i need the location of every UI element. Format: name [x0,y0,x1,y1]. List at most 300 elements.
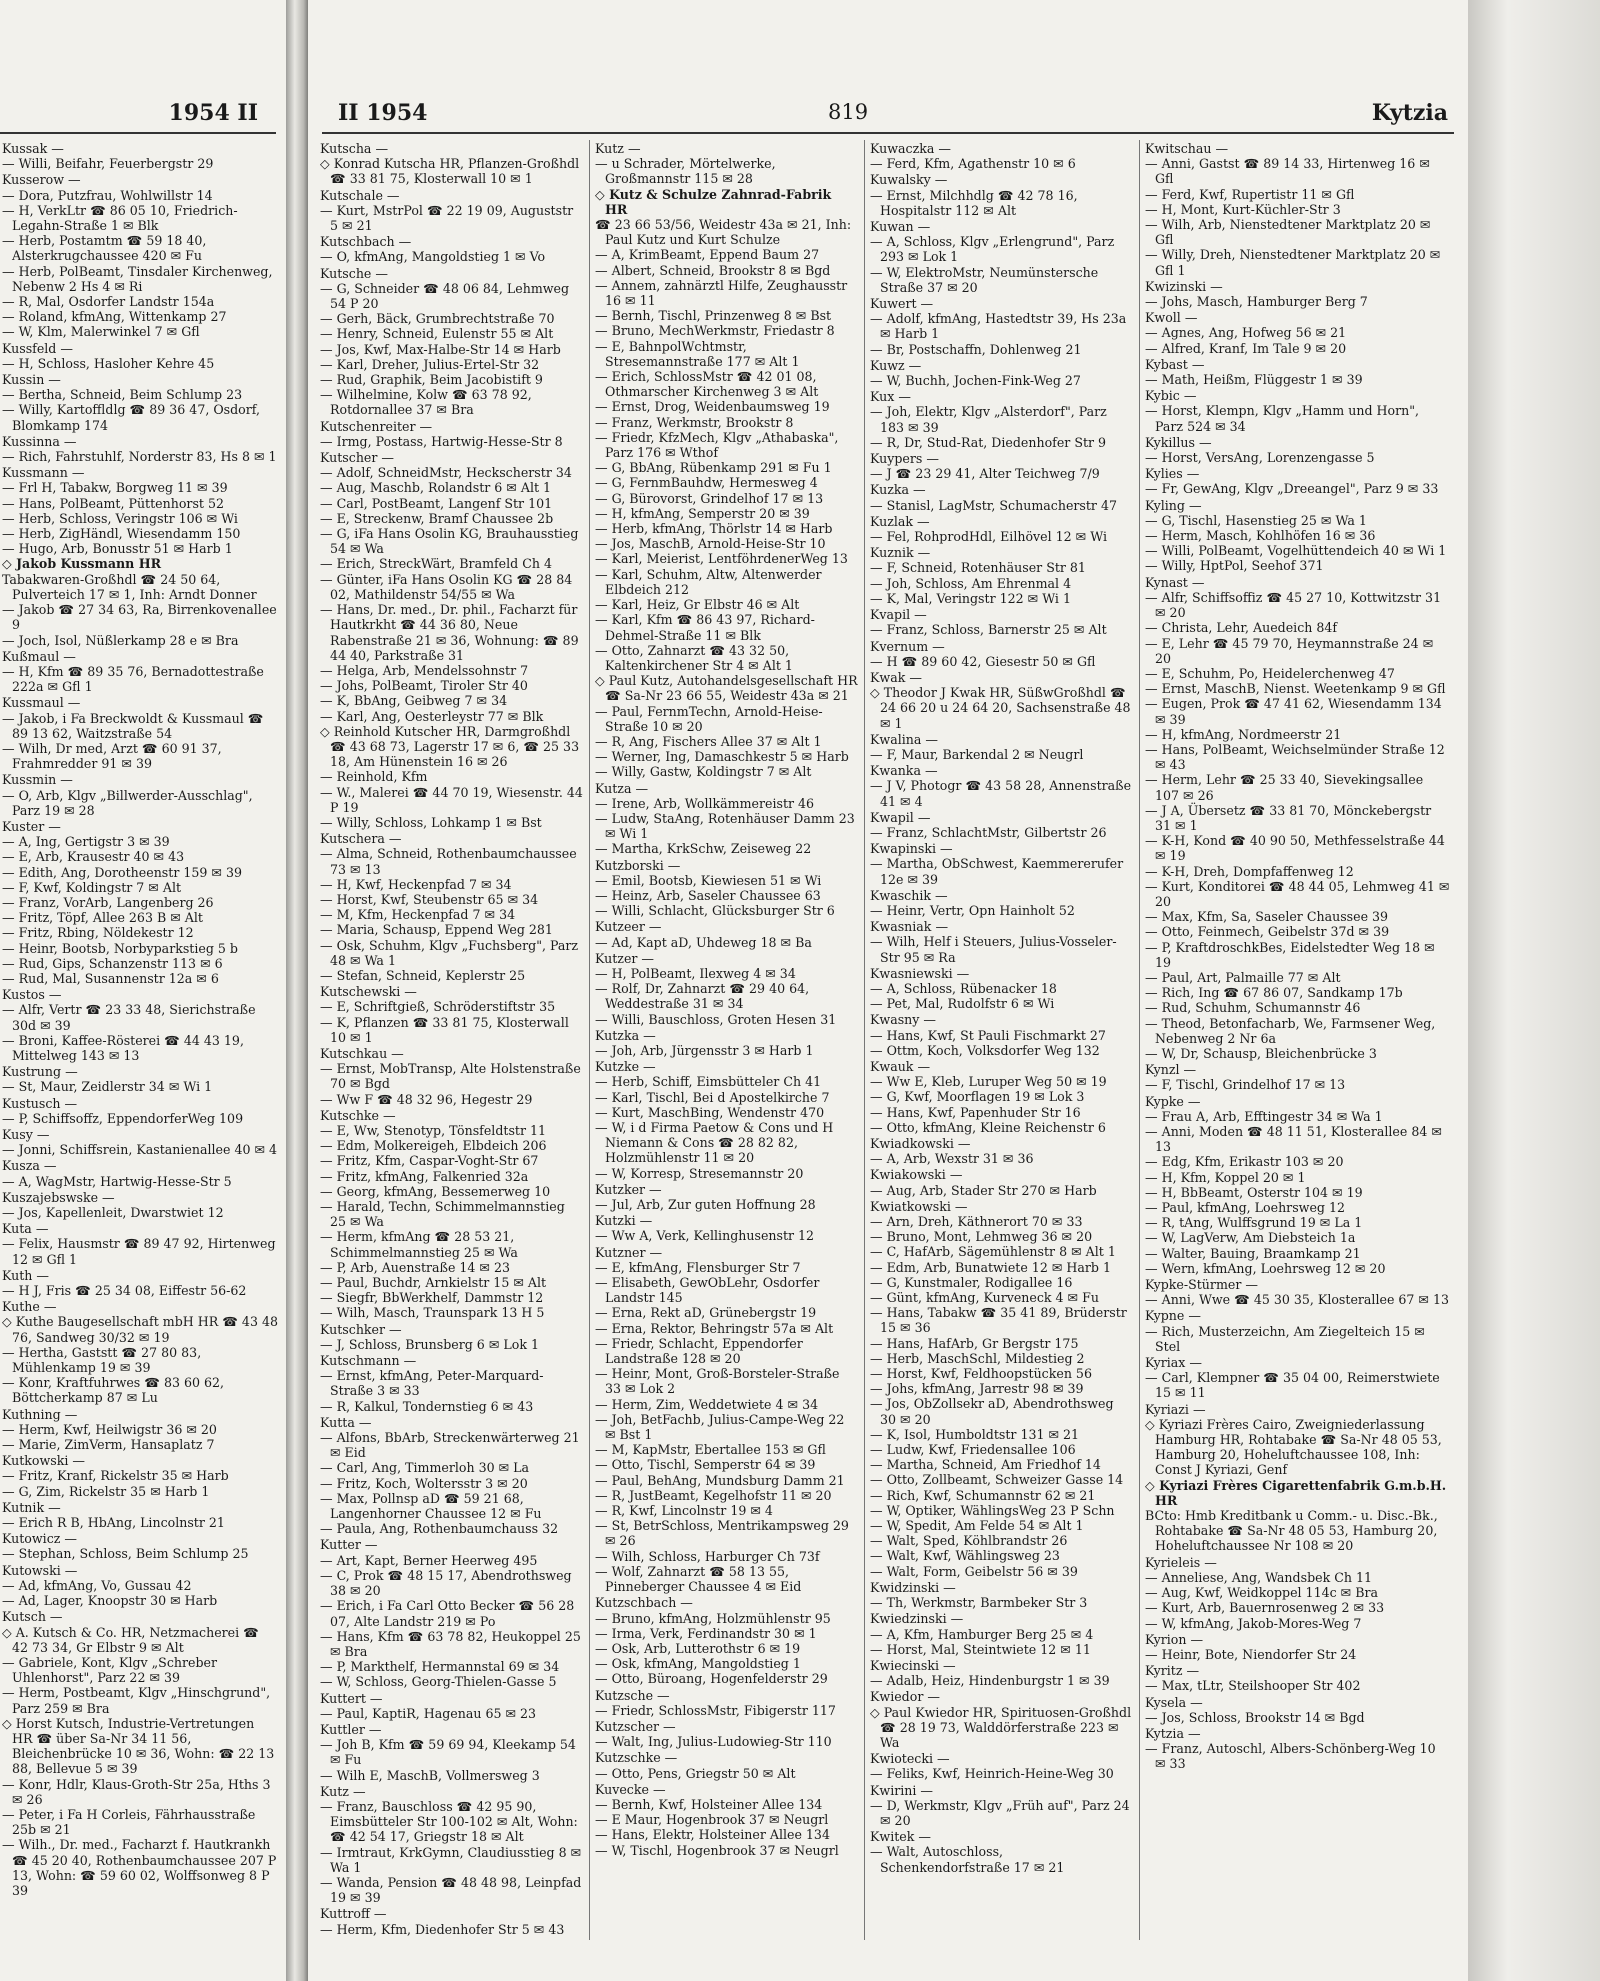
directory-entry: — Hans, PolBeamt, Püttenhorst 52 [2,495,225,511]
directory-entry: — Willi, PolBeamt, Vogelhüttendeich 40 ✉ Wi 1 [1145,543,1447,559]
directory-entry: — Georg, kfmAng, Bessemerweg 10 [320,1183,551,1199]
directory-entry: — Wern, kfmAng, Loehrsweg 12 ✉ 20 [1145,1260,1386,1276]
firm-entry: ◇ Paul Kutz, Autohandelsgesellschaft HR ☎ Sa-Nr 23 66 55, Weidestr 43a ✉ 21 [595,673,858,704]
directory-entry: — Jul, Arb, Zur guten Hoffnung 28 [595,1197,816,1213]
right-running-head-year: II 1954 [338,100,428,126]
surname-heading: Kysela — [1145,1694,1203,1710]
surname-heading: Kußmaul — [2,648,76,664]
directory-entry: — Martha, ObSchwest, Kaemmererufer 12e ✉ 39 [870,856,1124,887]
directory-entry: — Wilhelmine, Kolw ☎ 63 78 92, Rotdornallee 37 ✉ Bra [320,387,532,418]
directory-entry: — E Maur, Hogenbrook 37 ✉ Neugrl [595,1812,829,1828]
directory-entry: — Fritz, Rbing, Nöldekestr 12 [2,925,194,941]
directory-entry: — Herm, Kfm, Diedenhofer Str 5 ✉ 43 [320,1921,565,1937]
directory-entry: — K, Isol, Humboldtstr 131 ✉ 21 [870,1426,1080,1442]
surname-heading: Kutzschbach — [595,1595,693,1611]
right-column-1 [320,140,583,1950]
directory-entry: — Ferd, Kfm, Agathenstr 10 ✉ 6 [870,156,1076,172]
directory-entry: — Hans, Kwf, St Pauli Fischmarkt 27 [870,1027,1106,1043]
directory-entry: — F, Tischl, Grindelhof 17 ✉ 13 [1145,1077,1346,1093]
directory-entry: — Karl, Dreher, Julius-Ertel-Str 32 [320,356,540,372]
directory-entry: — Franz, VorArb, Langenberg 26 [2,894,214,910]
directory-entry: — O, kfmAng, Mangoldstieg 1 ✉ Vo [320,249,546,265]
surname-heading: Kyrion — [1145,1631,1204,1647]
directory-entry: — H J, Fris ☎ 25 34 08, Eiffestr 56-62 [2,1283,247,1299]
directory-entry: — Otto, Feinmech, Geibelstr 37d ✉ 39 [1145,924,1390,940]
directory-entry: — Herm, Kwf, Heilwigstr 36 ✉ 20 [2,1421,217,1437]
directory-entry: — Herb, Schloss, Veringstr 106 ✉ Wi [2,510,238,526]
directory-entry: — Ernst, kfmAng, Peter-Marquard-Straße 3 ✉ 33 [320,1368,544,1399]
surname-heading: Kuzlak — [870,513,930,529]
directory-entry: — Edm, Molkereigeh, Elbdeich 206 [320,1138,547,1154]
directory-entry: — Agnes, Ang, Hofweg 56 ✉ 21 [1145,325,1347,341]
surname-heading: Kuthning — [2,1406,78,1422]
surname-heading: Kwapil — [870,809,931,825]
column-divider [589,140,590,1940]
directory-entry: — Paul, FernmTechn, Arnold-Heise-Straße 10 ✉ 20 [595,703,823,734]
directory-entry: — Rich, Kwf, Schumannstr 62 ✉ 21 [870,1487,1096,1503]
directory-entry: — Fritz, Kfm, Caspar-Voght-Str 67 [320,1153,539,1169]
surname-heading: Kwapinski — [870,841,953,857]
surname-heading: Kussin — [2,372,61,388]
directory-entry: — Wilh, Masch, Traunspark 13 H 5 [320,1305,545,1321]
surname-heading: Kustos — [2,987,62,1003]
directory-entry: — K-H, Dreh, Dompfaffenweg 12 [1145,863,1354,879]
directory-entry: — Johs, Masch, Hamburger Berg 7 [1145,294,1368,310]
directory-entry: — Erich, i Fa Carl Otto Becker ☎ 56 28 07, Alte Landstr 219 ✉ Po [320,1598,575,1629]
surname-heading: Kuwert — [870,296,934,312]
directory-entry: — W, Optiker, WählingsWeg 23 P Schn [870,1502,1115,1518]
directory-entry: — Walt, Kwf, Wählingsweg 23 [870,1548,1060,1564]
directory-entry: — Karl, Kfm ☎ 86 43 97, Richard-Dehmel-Straße 11 ✉ Blk [595,612,815,643]
directory-entry: — R, tAng, Wulffsgrund 19 ✉ La 1 [1145,1215,1363,1231]
directory-entry: — Johs, PolBeamt, Tiroler Str 40 [320,678,528,694]
directory-entry: — Joch, Isol, Nüßlerkamp 28 e ✉ Bra [2,632,239,648]
directory-entry: — K, Pflanzen ☎ 33 81 75, Klosterwall 10 ✉ 1 [320,1014,569,1045]
directory-entry: — Otto, Pens, Griegstr 50 ✉ Alt [595,1765,796,1781]
surname-heading: Kyritz — [1145,1663,1200,1679]
surname-heading: Kwiedor — [870,1689,940,1705]
surname-heading: Kybast — [1145,356,1205,372]
directory-entry: — Hertha, Gaststt ☎ 27 80 83, Mühlenkamp 19 ✉ 39 [2,1344,202,1376]
directory-entry: — Kurt, MstrPol ☎ 22 19 09, Auguststr 5 ✉ 21 [320,202,574,234]
directory-entry: — E, Arb, Krausestr 40 ✉ 43 [2,849,185,865]
directory-entry: — K, BbAng, Geibweg 7 ✉ 34 [320,693,508,709]
directory-entry: — Ernst, Drog, Weidenbaumsweg 19 [595,399,830,415]
directory-entry: — St, Maur, Zeidlerstr 34 ✉ Wi 1 [2,1079,213,1095]
directory-entry: — Hans, Kfm ☎ 63 78 82, Heukoppel 25 ✉ Bra [320,1628,581,1659]
column-divider [864,140,865,1940]
directory-entry: — Edm, Arb, Bunatwiete 12 ✉ Harb 1 [870,1259,1111,1275]
directory-entry: — Hans, Elektr, Holsteiner Allee 134 [595,1827,830,1843]
directory-entry: — Paul, BehAng, Mundsburg Damm 21 [595,1472,845,1488]
directory-entry: — Wilh, Arb, Nienstedtener Marktplatz 20 ✉ Gfl [1145,217,1431,248]
directory-entry: — H, Kwf, Heckenpfad 7 ✉ 34 [320,876,512,892]
surname-heading: Kuwan — [870,219,931,235]
right-column-4 [1145,140,1450,1950]
directory-entry: — Horst, Kwf, Steubenstr 65 ✉ 34 [320,891,539,907]
next-page-edge [1468,0,1600,1981]
directory-entry: — Ernst, MobTransp, Alte Holstenstraße 70 ✉ Bgd [320,1061,581,1092]
surname-heading: Kutta — [320,1414,372,1430]
directory-entry: — Carl, Ang, Timmerloh 30 ✉ La [320,1460,530,1476]
firm-entry: ◇ A. Kutsch & Co. HR, Netzmacherei ☎ 42 73 34, Gr Elbstr 9 ✉ Alt [2,1624,259,1655]
directory-entry: — F, Maur, Barkendal 2 ✉ Neugrl [870,746,1084,762]
directory-entry: — Heinr, Bootsb, Norbyparkstieg 5 b [2,940,238,956]
directory-entry: — Bernh, Kwf, Holsteiner Allee 134 [595,1796,823,1812]
directory-entry: — Friedr, Schlacht, Eppendorfer Landstraße 128 ✉ 20 [595,1335,803,1367]
directory-entry: — G, Bürovorst, Grindelhof 17 ✉ 13 [595,490,824,506]
directory-entry: — Gerh, Bäck, Grumbrechtstraße 70 [320,311,555,327]
surname-heading: Kuwz — [870,357,922,373]
directory-entry: — Günt, kfmAng, Kurveneck 4 ✉ Fu [870,1290,1099,1306]
right-page [308,0,1468,1981]
directory-entry: — E, kfmAng, Flensburger Str 7 [595,1259,801,1275]
directory-entry: — Franz, Bauschloss ☎ 42 95 90, Eimsbütteler Str 100-102 ✉ Alt, Wohn: ☎ 42 54 17, Griegstr 18 ✉ Alt [320,1798,578,1845]
directory-entry: — Herb, MaschSchl, Mildestieg 2 [870,1350,1085,1366]
directory-entry: — Paul, Art, Palmaille 77 ✉ Alt [1145,969,1341,985]
surname-heading: Kynast — [1145,574,1205,590]
directory-entry: — W, Buchh, Jochen-Fink-Weg 27 [870,373,1081,389]
directory-entry: — Herb, kfmAng, Thörlstr 14 ✉ Harb [595,521,833,537]
directory-entry: — Kurt, Arb, Bauernrosenweg 2 ✉ 33 [1145,1600,1385,1616]
left-column [2,140,278,1950]
directory-entry: — G, BbAng, Rübenkamp 291 ✉ Fu 1 [595,460,832,476]
directory-entry: — P, Arb, Auenstraße 14 ✉ 23 [320,1259,511,1275]
directory-entry: — Ferd, Kwf, Rupertistr 11 ✉ Gfl [1145,186,1355,202]
directory-entry: — E, Streckenw, Bramf Chaussee 2b [320,510,554,526]
surname-heading: Kutowski — [2,1562,78,1578]
directory-entry: — Paul, Buchdr, Arnkielstr 15 ✉ Alt [320,1275,547,1291]
surname-heading: Kussinna — [2,433,77,449]
firm-entry: ◇ Kuthe Baugesellschaft mbH HR ☎ 43 48 76, Sandweg 30/32 ✉ 19 [2,1314,278,1345]
directory-entry: — Herb, PolBeamt, Tinsdaler Kirchenweg, Nebenw 2 Hs 4 ✉ Ri [2,263,273,294]
directory-entry: — W, kfmAng, Jakob-Mores-Weg 7 [1145,1615,1362,1631]
directory-entry: — Willy, Dreh, Nienstedtener Marktplatz 20 ✉ Gfl 1 [1145,247,1441,278]
directory-entry: — P, Markthelf, Hermannstal 69 ✉ 34 [320,1659,560,1675]
directory-entry: — Ernst, Milchhdlg ☎ 42 78 16, Hospitalstr 112 ✉ Alt [870,187,1078,218]
directory-entry: — Henry, Schneid, Eulenstr 55 ✉ Alt [320,326,554,342]
directory-entry: — Adalb, Heiz, Hindenburgstr 1 ✉ 39 [870,1673,1110,1689]
directory-entry: — H, Mont, Kurt-Küchler-Str 3 [1145,201,1341,217]
firm-entry: ◇ Reinhold Kutscher HR, Darmgroßhdl ☎ 43 68 73, Lagerstr 17 ✉ 6, ☎ 25 33 18, Am Hünenstein 16 ✉ 26 [320,723,580,770]
surname-heading: Kux — [870,389,911,405]
directory-entry: — Willy, HptPol, Seehof 371 [1145,558,1324,574]
directory-entry: — Theod, Betonfacharb, We, Farmsener Weg, Nebenweg 2 Nr 6a [1145,1015,1436,1046]
surname-heading: Kutzki — [595,1213,653,1229]
directory-entry: — Otto, Zahnarzt ☎ 43 32 50, Kaltenkirchener Str 4 ✉ Alt 1 [595,642,793,673]
directory-entry: — H, Schloss, Hasloher Kehre 45 [2,355,215,371]
directory-entry: — Willi, Bauschloss, Groten Hesen 31 [595,1011,837,1027]
directory-entry: — Edith, Ang, Dorotheenstr 159 ✉ 39 [2,864,242,880]
directory-entry: — Wilh E, MaschB, Vollmersweg 3 [320,1767,540,1783]
surname-heading: Kutz — [595,141,641,156]
directory-entry: — Wanda, Pension ☎ 48 48 98, Leinpfad 19 ✉ 39 [320,1874,582,1906]
directory-entry: — E, Schuhm, Po, Heidelerchenweg 47 [1145,665,1395,681]
directory-entry: — Dora, Putzfrau, Wohlwillstr 14 [2,187,213,203]
firm-entry: ◇ Konrad Kutscha HR, Pflanzen-Großhdl ☎ 33 81 75, Klosterwall 10 ✉ 1 [320,156,580,187]
directory-entry: — Broni, Kaffee-Rösterei ☎ 44 43 19, Mittelweg 143 ✉ 13 [2,1032,244,1063]
directory-entry: — Werner, Ing, Damaschkestr 5 ✉ Harb [595,749,849,765]
directory-entry: — Otto, Zollbeamt, Schweizer Gasse 14 [870,1472,1124,1488]
directory-entry: — Franz, SchlachtMstr, Gilbertstr 26 [870,824,1107,840]
directory-entry: — Rud, Gips, Schanzenstr 113 ✉ 6 [2,955,223,971]
directory-entry: — Hugo, Arb, Bonusstr 51 ✉ Harb 1 [2,541,233,557]
directory-entry: — Alfred, Kranf, Im Tale 9 ✉ 20 [1145,340,1347,356]
directory-entry: — Karl, Tischl, Bei d Apostelkirche 7 [595,1089,830,1105]
directory-entry: — D, Werkmstr, Klgv „Früh auf", Parz 24 ✉ 20 [870,1797,1130,1828]
directory-entry: — Fritz, Kranf, Rickelstr 35 ✉ Harb [2,1468,229,1484]
surname-heading: Kuwalsky — [870,172,948,188]
directory-entry: — Horst, Mal, Steintwiete 12 ✉ 11 [870,1641,1091,1657]
surname-heading: Kypke — [1145,1093,1201,1109]
directory-entry: — Joh, Elektr, Klgv „Alsterdorf", Parz 183 ✉ 39 [870,404,1107,435]
surname-heading: Kutschmann — [320,1353,417,1369]
directory-entry: — O, Arb, Klgv „Billwerder-Ausschlag", Parz 19 ✉ 28 [2,787,253,818]
directory-entry: — Franz, Schloss, Barnerstr 25 ✉ Alt [870,622,1107,638]
firm-entry: ◇ Jakob Kussmann HR [2,556,162,572]
surname-heading: Kuttler — [320,1721,382,1737]
surname-heading: Kutschke — [320,1107,396,1123]
directory-entry: — J, Schloss, Brunsberg 6 ✉ Lok 1 [320,1336,539,1352]
surname-heading: Kuszajebswske — [2,1189,115,1205]
directory-entry: — Jakob ☎ 27 34 63, Ra, Birrenkovenallee 9 [2,602,277,633]
directory-entry: — W, ElektroMstr, Neumünstersche Straße 37 ✉ 20 [870,264,1099,295]
surname-heading: Kustusch — [2,1095,78,1111]
directory-entry: — Joh, BetFachb, Julius-Campe-Weg 22 ✉ Bst 1 [595,1411,845,1443]
directory-entry: — W, Tischl, Hogenbrook 37 ✉ Neugrl [595,1842,839,1858]
surname-heading: Kwiatkowski — [870,1198,968,1214]
surname-heading: Kybic — [1145,388,1197,404]
directory-entry: — Willy, Gastw, Koldingstr 7 ✉ Alt [595,764,812,780]
surname-heading: Kussmaul — [2,695,81,711]
directory-entry: — Osk, kfmAng, Mangoldstieg 1 [595,1656,801,1672]
directory-entry: — K-H, Kond ☎ 40 90 50, Methfesselstraße 44 ✉ 19 [1145,833,1445,864]
surname-heading: Kuwaczka — [870,141,951,156]
surname-heading: Kutzborski — [595,857,681,873]
surname-heading: Kustrung — [2,1064,78,1080]
directory-entry: — Alfr, Vertr ☎ 23 33 48, Sierichstraße 30d ✉ 39 [2,1002,256,1033]
directory-entry: — H, Kfm, Koppel 20 ✉ 1 [1145,1169,1306,1185]
directory-entry: — Ad, kfmAng, Vo, Gussau 42 [2,1577,192,1593]
directory-entry: — J V, Photogr ☎ 43 58 28, Annenstraße 41 ✉ 4 [870,778,1132,809]
directory-entry: — Joh, Schloss, Am Ehrenmal 4 [870,575,1072,591]
directory-entry: — C, Prok ☎ 48 15 17, Abendrothsweg 38 ✉ 20 [320,1567,572,1599]
directory-entry: — K, Mal, Veringstr 122 ✉ Wi 1 [870,590,1071,606]
directory-entry: — Art, Kapt, Berner Heerweg 495 [320,1552,538,1568]
directory-entry: — Anneliese, Ang, Wandsbek Ch 11 [1145,1569,1372,1585]
surname-heading: Kwiedzinski — [870,1611,964,1627]
directory-entry: — Erich R B, HbAng, Lincolnstr 21 [2,1515,225,1531]
directory-entry: — Jos, Kwf, Max-Halbe-Str 14 ✉ Harb [320,341,561,357]
surname-heading: Kuta — [2,1221,49,1237]
directory-entry: — Fritz, Koch, Woltersstr 3 ✉ 20 [320,1475,528,1491]
directory-entry: — Anni, Gastst ☎ 89 14 33, Hirtenweg 16 ✉ Gfl [1145,156,1430,187]
directory-entry: — Joh, Arb, Jürgensstr 3 ✉ Harb 1 [595,1042,814,1058]
directory-entry: — E, BahnpolWchtmstr, Stresemannstraße 177 ✉ Alt 1 [595,338,800,369]
directory-entry: — H, PolBeamt, Ilexweg 4 ✉ 34 [595,965,796,981]
directory-entry: — Annem, zahnärztl Hilfe, Zeughausstr 16 ✉ 11 [595,277,848,309]
surname-heading: Kutschale — [320,187,400,203]
directory-entry: — G, Schneider ☎ 48 06 84, Lehmweg 54 P 20 [320,280,570,312]
directory-entry: — Rich, Ing ☎ 67 86 07, Sandkamp 17b [1145,985,1403,1001]
firm-entry: ◇ Paul Kwiedor HR, Spirituosen-Großhdl ☎ 28 19 73, Walddörferstraße 223 ✉ Wa [870,1704,1132,1750]
directory-entry: — Erich, StreckWärt, Bramfeld Ch 4 [320,556,552,572]
directory-entry: — Edg, Kfm, Erikastr 103 ✉ 20 [1145,1154,1344,1170]
directory-entry: — Stanisl, LagMstr, Schumacherstr 47 [870,497,1117,513]
directory-entry: — Jakob, i Fa Breckwoldt & Kussmaul ☎ 89 13 62, Waitzstraße 54 [2,710,264,741]
directory-entry: — Konr, Kraftfuhrwes ☎ 83 60 62, Böttcherkamp 87 ✉ Lu [2,1375,225,1406]
directory-entry: — Martha, KrkSchw, Zeiseweg 22 [595,841,812,857]
right-column-3 [870,140,1133,1950]
surname-heading: Kwidzinski — [870,1579,956,1595]
directory-entry: — Peter, i Fa H Corleis, Fährhausstraße 25b ✉ 21 [2,1806,256,1838]
directory-entry: — Fr, GewAng, Klgv „Dreeangel", Parz 9 ✉ 33 [1145,481,1439,497]
directory-entry: — Irmtraut, KrkGymn, Claudiusstieg 8 ✉ Wa 1 [320,1844,582,1875]
directory-entry: — Ww E, Kleb, Luruper Weg 50 ✉ 19 [870,1074,1107,1090]
directory-entry: — Helga, Arb, Mendelssohnstr 7 [320,662,529,678]
directory-entry: — Kurt, MaschBing, Wendenstr 470 [595,1104,825,1120]
directory-entry: — Math, Heißm, Flüggestr 1 ✉ 39 [1145,372,1363,388]
directory-entry: — Emil, Bootsb, Kiewiesen 51 ✉ Wi [595,872,822,888]
surname-heading: Kuypers — [870,451,939,467]
directory-entry: — H, kfmAng, Nordmeerstr 21 [1145,726,1342,742]
surname-heading: Kwiotecki — [870,1751,950,1767]
surname-heading: Kutkowski — [2,1453,86,1469]
directory-entry: — Willy, Kartoffldlg ☎ 89 36 47, Osdorf, Blomkamp 174 [2,402,261,433]
surname-heading: Kwitschau — [1145,141,1229,156]
directory-entry: — Hans, HafArb, Gr Bergstr 175 [870,1335,1079,1351]
directory-entry: — F, Kwf, Koldingstr 7 ✉ Alt [2,879,182,895]
surname-heading: Kyling — [1145,497,1202,513]
directory-entry: — Irma, Verk, Ferdinandstr 30 ✉ 1 [595,1625,817,1641]
directory-entry: — Fel, RohprodHdl, Eilhövel 12 ✉ Wi [870,529,1107,545]
surname-heading: Kyriazi — [1145,1401,1206,1417]
directory-entry: — Paul, kfmAng, Loehrsweg 12 [1145,1200,1345,1216]
directory-entry: — Frau A, Arb, Efftingestr 34 ✉ Wa 1 [1145,1108,1383,1124]
directory-entry: — Christa, Lehr, Auedeich 84f [1145,620,1338,636]
surname-heading: Kytzia — [1145,1725,1201,1741]
surname-heading: Kutsche — [320,265,388,281]
surname-heading: Kwizinski — [1145,278,1223,294]
surname-heading: Kussak — [2,141,64,156]
directory-entry: — Br, Postschaffn, Dohlenweg 21 [870,341,1082,357]
directory-entry: — Bruno, MechWerkmstr, Friedastr 8 [595,323,835,339]
directory-entry: — Jos, Kapellenleit, Dwarstwiet 12 [2,1205,224,1221]
directory-entry: — Rud, Mal, Susannenstr 12a ✉ 6 [2,970,219,986]
directory-entry: — G, iFa Hans Osolin KG, Brauhausstieg 54 ✉ Wa [320,526,579,557]
directory-entry: — Martha, Schneid, Am Friedhof 14 [870,1457,1101,1473]
surname-heading: Kwoll — [1145,310,1198,326]
directory-entry: — A, Kfm, Hamburger Berg 25 ✉ 4 [870,1626,1094,1642]
directory-entry: — Erna, Rekt aD, Grünebergstr 19 [595,1305,817,1321]
surname-heading: Kutschewski — [320,984,417,1000]
surname-heading: Kwiadkowski — [870,1136,971,1151]
directory-entry: — Felix, Hausmstr ☎ 89 47 92, Hirtenweg 12 ✉ Gfl 1 [2,1236,276,1267]
directory-entry: — Irene, Arb, Wollkämmereistr 46 [595,795,815,811]
directory-entry: — Hans, Tabakw ☎ 35 41 89, Brüderstr 15 ✉ 36 [870,1305,1127,1336]
directory-entry: — Maria, Schausp, Eppend Weg 281 [320,922,553,938]
directory-entry: — Ad, Lager, Knoopstr 30 ✉ Harb [2,1593,218,1609]
directory-entry: — Adolf, SchneidMstr, Heckscherstr 34 [320,465,572,481]
directory-entry: — A, KrimBeamt, Eppend Baum 27 [595,247,820,263]
directory-entry: — Karl, Schuhm, Altw, Altenwerder Elbdeich 212 [595,566,822,597]
surname-heading: Kyriax — [1145,1355,1202,1371]
surname-heading: Kuth — [2,1267,50,1283]
surname-heading: Kuznik — [870,545,931,561]
directory-entry: — Siegfr, BbWerkhelf, Dammstr 12 [320,1290,544,1306]
directory-entry: — Max, tLtr, Steilshooper Str 402 [1145,1678,1361,1694]
surname-heading: Kutz — [320,1783,366,1799]
directory-entry: — G, Kunstmaler, Rodigallee 16 [870,1274,1073,1290]
directory-entry: — Hans, Kwf, Papenhuder Str 16 [870,1104,1081,1120]
directory-entry: — A, Schloss, Rübenacker 18 [870,980,1057,996]
left-header-rule [0,132,276,134]
directory-entry: — R, Mal, Osdorfer Landstr 154a [2,294,215,310]
directory-entry: — Aug, Maschb, Rolandstr 6 ✉ Alt 1 [320,480,552,496]
directory-entry: — Herm, Postbeamt, Klgv „Hinschgrund", Parz 259 ✉ Bra [2,1685,271,1716]
directory-entry: — A, Arb, Wexstr 31 ✉ 36 [870,1151,1034,1167]
directory-entry: — Herb, Postamtm ☎ 59 18 40, Alsterkrugchaussee 420 ✉ Fu [2,233,207,264]
firm-entry: ◇ Horst Kutsch, Industrie-Vertretungen HR ☎ über Sa-Nr 34 11 56, Bleichenbrücke 10 ✉ 36, Wohn: ☎ 22 13 88, Bellevue 5 ✉ 39 [2,1715,275,1777]
surname-heading: Kuster — [2,818,61,834]
directory-entry: — Max, Kfm, Sa, Saseler Chaussee 39 [1145,909,1389,925]
directory-entry: — Erich, SchlossMstr ☎ 42 01 08, Othmarscher Kirchenweg 3 ✉ Alt [595,369,819,400]
directory-entry: — R, JustBeamt, Kegelhofstr 11 ✉ 20 [595,1487,832,1503]
surname-heading: Kwiakowski — [870,1167,963,1183]
directory-entry: — H, kfmAng, Semperstr 20 ✉ 39 [595,505,810,521]
left-page [0,0,287,1981]
directory-entry: — Franz, Autoschl, Albers-Schönberg-Weg 10 ✉ 33 [1145,1741,1436,1772]
directory-entry: — Friedr, KfzMech, Klgv „Athabaska", Parz 176 ✉ Wthof [595,429,839,461]
directory-entry: — Walt, Sped, Köhlbrandstr 26 [870,1533,1068,1549]
surname-heading: Kutschkau — [320,1045,404,1061]
directory-entry: — Jos, MaschB, Arnold-Heise-Str 10 [595,536,826,552]
directory-entry: — E, Schriftgieß, Schröderstiftstr 35 [320,999,556,1015]
page-number: 819 [828,100,869,124]
directory-entry: — Otto, Büroang, Hogenfelderstr 29 [595,1671,828,1687]
surname-heading: Kusza — [2,1158,57,1174]
directory-entry: — Anni, Moden ☎ 48 11 51, Klosterallee 84 ✉ 13 [1145,1124,1442,1155]
directory-entry: — Wilh, Helf i Steuers, Julius-Vosseler-Str 95 ✉ Ra [870,934,1117,965]
surname-heading: Kutzer — [595,950,655,966]
directory-entry: — Albert, Schneid, Brookstr 8 ✉ Bgd [595,262,831,278]
directory-entry: — Heinr, Mont, Groß-Borsteler-Straße 33 ✉ Lok 2 [595,1366,840,1397]
surname-heading: Kykillus — [1145,434,1212,450]
surname-heading: Kwirini — [870,1782,933,1798]
directory-entry: — Rich, Musterzeichn, Am Ziegelteich 15 ✉ Stel [1145,1323,1425,1354]
directory-entry: — Friedr, SchlossMstr, Fibigerstr 117 [595,1702,836,1718]
directory-entry: — Gabriele, Kont, Klgv „Schreber Uhlenhorst", Parz 22 ✉ 39 [2,1654,217,1686]
directory-entry: — H, Kfm ☎ 89 35 76, Bernadottestraße 222a ✉ Gfl 1 [2,663,264,695]
directory-entry: — Ad, Kapt aD, Uhdeweg 18 ✉ Ba [595,934,812,950]
directory-entry: — Willi, Schlacht, Glücksburger Str 6 [595,903,835,919]
surname-heading: Kvernum — [870,638,945,654]
directory-entry: — R, Kalkul, Tondernstieg 6 ✉ 43 [320,1398,534,1414]
directory-entry: — Bertha, Schneid, Beim Schlump 23 [2,387,243,403]
surname-heading: Kutter — [320,1537,378,1553]
directory-entry: — A, WagMstr, Hartwig-Hesse-Str 5 [2,1173,232,1189]
surname-heading: Kutzschke — [595,1750,678,1766]
surname-heading: Kwitek — [870,1829,931,1845]
directory-entry: — F, Schneid, Rotenhäuser Str 81 [870,560,1086,576]
directory-entry: — W, Korresp, Stresemannstr 20 [595,1165,804,1181]
directory-entry: — R, Dr, Stud-Rat, Diedenhofer Str 9 [870,434,1107,450]
surname-heading: Kuttert — [320,1690,383,1706]
directory-entry: — W, i d Firma Paetow & Cons und H Niemann & Cons ☎ 28 82 82, Holzmühlenstr 11 ✉ 20 [595,1120,834,1166]
directory-entry: — Heinr, Vertr, Opn Hainholt 52 [870,902,1075,918]
firm-entry: ◇ Kutz & Schulze Zahnrad-Fabrik HR [595,186,832,217]
surname-heading: Kutowicz — [2,1531,77,1547]
